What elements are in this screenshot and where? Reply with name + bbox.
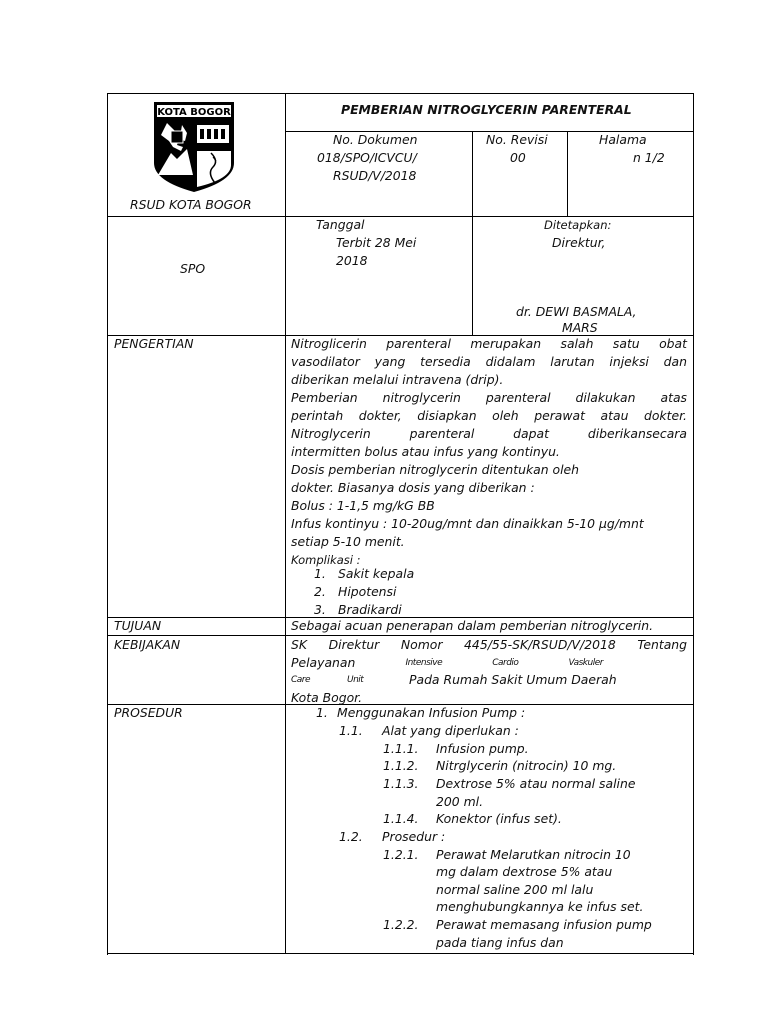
komplikasi-item <box>314 563 414 583</box>
tujuan-text: Sebagai acuan penerapan dalam pemberian nitroglycerin. <box>291 618 654 633</box>
kebijakan-word: Vaskuler <box>568 658 603 668</box>
pengertian-line: vasodilator yang tersedia didalam larutan injeksi dan <box>291 354 687 369</box>
pengertian-line: Nitroglicerin parenteral merupakan salah satu obat <box>291 336 687 351</box>
list-text: Hipotensi <box>338 584 397 599</box>
prosedur-num: 1. <box>316 705 328 720</box>
pengertian-line: perintah dokter, disiapkan oleh perawat atau dokter. <box>291 408 687 423</box>
kebijakan-line1: SK Direktur Nomor 445/55-SK/RSUD/V/2018 Tentang <box>291 637 687 652</box>
prosedur-num: 1.2.2. <box>383 917 419 932</box>
prosedur-step: Alat yang diperlukan : <box>382 723 519 738</box>
kebijakan-word: Unit <box>347 675 364 685</box>
kebijakan-word: Cardio <box>492 658 519 668</box>
prosedur-step: Nitrglycerin (nitrocin) 10 mg. <box>436 758 617 773</box>
no-dokumen-value-line1: 018/SPO/ICVCU/ <box>317 150 417 165</box>
kebijakan-word: Care <box>291 675 311 685</box>
prosedur-step-cont: normal saline 200 ml lalu <box>436 882 594 897</box>
pengertian-line: Infus kontinyu : 10-20ug/mnt dan dinaikkan 5-10 µg/mnt <box>291 516 644 531</box>
pengertian-body <box>291 335 687 569</box>
hospital-name: RSUD KOTA BOGOR <box>130 197 252 212</box>
prosedur-label: PROSEDUR <box>114 705 183 720</box>
pengertian-line: Komplikasi : <box>291 553 361 567</box>
list-text: Sakit kepala <box>338 566 415 581</box>
prosedur-num: 1.2. <box>339 829 363 844</box>
pengertian-line: Nitroglycerin parenteral dapat diberikansecara <box>291 426 687 441</box>
pengertian-line: intermitten bolus atau infus yang kontinyu. <box>291 444 560 459</box>
no-dokumen-label: No. Dokumen <box>333 132 418 147</box>
tanggal-label: Tanggal <box>316 217 365 232</box>
pengertian-line: Bolus : 1-1,5 mg/kG BB <box>291 498 435 513</box>
prosedur-step-cont: mg dalam dextrose 5% atau <box>436 864 613 879</box>
prosedur-step: Prosedur : <box>382 829 446 844</box>
no-revisi-label: No. Revisi <box>486 132 548 147</box>
pengertian-line: diberikan melalui intravena (drip). <box>291 372 504 387</box>
prosedur-step: Menggunakan Infusion Pump : <box>337 705 526 720</box>
document-title: PEMBERIAN NITROGLYCERIN PARENTERAL <box>341 102 632 117</box>
signer-title: MARS <box>562 320 598 335</box>
prosedur-step-cont: menghubungkannya ke infus set. <box>436 899 644 914</box>
prosedur-step: Infusion pump. <box>436 741 529 756</box>
prosedur-step: Perawat memasang infusion pump <box>436 917 652 932</box>
prosedur-num: 1.1. <box>339 723 363 738</box>
komplikasi-item <box>314 581 396 601</box>
svg-text:KOTA BOGOR: KOTA BOGOR <box>157 107 231 118</box>
prosedur-num: 1.1.1. <box>383 741 419 756</box>
prosedur-num: 1.1.3. <box>383 776 419 791</box>
pengertian-label: PENGERTIAN <box>114 336 194 351</box>
table-bottom-line <box>107 953 694 954</box>
kota-bogor-logo <box>153 101 235 193</box>
tanggal-year: 2018 <box>336 253 368 268</box>
column-divider <box>285 93 286 954</box>
prosedur-step-cont: 200 ml. <box>436 794 484 809</box>
prosedur-num: 1.1.2. <box>383 758 419 773</box>
halaman-label: Halama <box>599 132 647 147</box>
doc-revisi-divider <box>472 131 473 335</box>
revisi-halaman-divider <box>567 131 568 217</box>
no-dokumen-value-line2: RSUD/V/2018 <box>333 168 417 183</box>
prosedur-step: Perawat Melarutkan nitrocin 10 <box>436 847 631 862</box>
no-revisi-value: 00 <box>510 150 526 165</box>
spo-label: SPO <box>180 261 206 276</box>
list-text: Bradikardi <box>338 602 402 617</box>
kebijakan-word: Pelayanan <box>291 655 356 670</box>
prosedur-num: 1.2.1. <box>383 847 419 862</box>
list-number: 2. <box>314 584 326 599</box>
pengertian-line: Dosis pemberian nitroglycerin ditentukan oleh <box>291 462 580 477</box>
kebijakan-label: KEBIJAKAN <box>114 637 181 652</box>
list-number: 3. <box>314 602 326 617</box>
kebijakan-word: Intensive <box>405 658 443 668</box>
kebijakan-line4: Kota Bogor. <box>291 690 363 705</box>
komplikasi-item <box>314 599 402 619</box>
prosedur-num: 1.1.4. <box>383 811 419 826</box>
pengertian-line: dokter. Biasanya dosis yang diberikan : <box>291 480 535 495</box>
prosedur-step: Dextrose 5% atau normal saline <box>436 776 636 791</box>
halaman-value: n 1/2 <box>633 150 665 165</box>
tujuan-label: TUJUAN <box>114 618 162 633</box>
direktur-label: Direktur, <box>552 235 606 250</box>
pengertian-line: Pemberian nitroglycerin parenteral dilakukan atas <box>291 390 687 405</box>
signer-name: dr. DEWI BASMALA, <box>516 304 637 319</box>
prosedur-step-cont: pada tiang infus dan <box>436 935 564 950</box>
tanggal-terbit: Terbit 28 Mei <box>336 235 417 250</box>
pengertian-line: setiap 5-10 menit. <box>291 534 405 549</box>
kebijakan-line2 <box>291 654 603 672</box>
ditetapkan-label: Ditetapkan: <box>544 218 612 232</box>
kebijakan-word: Pada Rumah Sakit Umum Daerah <box>409 672 617 687</box>
prosedur-step: Konektor (infus set). <box>436 811 562 826</box>
list-number: 1. <box>314 566 326 581</box>
